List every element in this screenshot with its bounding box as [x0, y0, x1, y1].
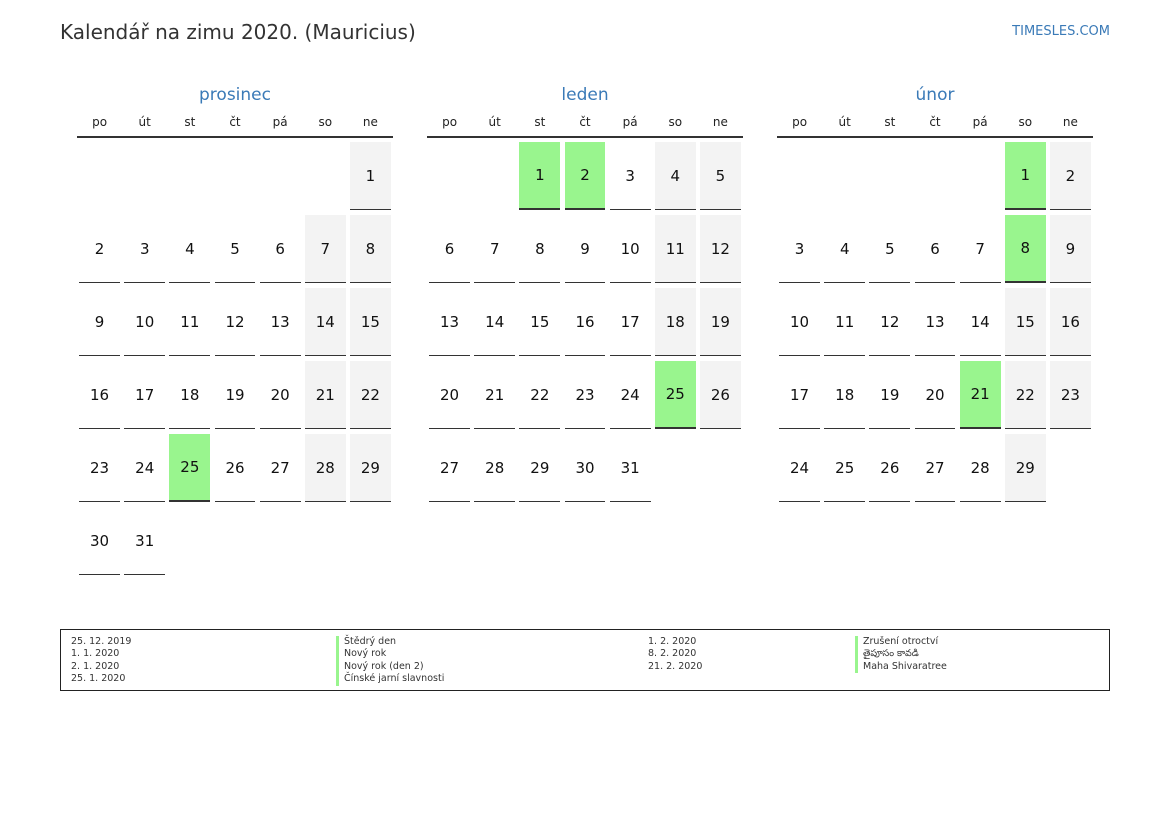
day-cell: 19: [215, 361, 256, 429]
weekday-label: čt: [929, 115, 941, 129]
day-cell: 2: [1050, 142, 1091, 210]
site-link[interactable]: TIMESLES.COM: [1012, 24, 1110, 39]
day-cell: 13: [429, 288, 470, 356]
day-cell: 6: [915, 215, 956, 283]
empty-cell: [260, 142, 301, 210]
legend-date: 2. 1. 2020: [71, 660, 120, 672]
empty-cell: [655, 434, 696, 502]
day-cell: 18: [655, 288, 696, 356]
day-cell: 23: [565, 361, 606, 429]
day-cell: 1: [350, 142, 391, 210]
month-name: únor: [915, 85, 955, 105]
week-row: [77, 503, 393, 576]
day-cell: 10: [124, 288, 165, 356]
legend-dates-left: [71, 636, 131, 686]
weekday-label: ne: [1062, 115, 1078, 129]
day-cell: 16: [1050, 288, 1091, 356]
day-cell: 25: [169, 434, 210, 502]
empty-cell: [215, 142, 256, 210]
week-row: [777, 357, 1093, 430]
month-leden: [427, 84, 743, 503]
day-cell: 21: [474, 361, 515, 429]
weekday-label: po: [92, 115, 108, 129]
empty-cell: [960, 142, 1001, 210]
day-cell: 27: [429, 434, 470, 502]
weekday-label: út: [838, 115, 851, 129]
weekday-label: čt: [579, 115, 591, 129]
day-cell: 14: [305, 288, 346, 356]
empty-cell: [350, 507, 391, 575]
empty-cell: [429, 142, 470, 210]
legend-holiday-name: Zrušení otroctví: [855, 636, 947, 648]
weekday-header: [427, 115, 743, 138]
weekday-label: ne: [712, 115, 728, 129]
week-row: [427, 211, 743, 284]
month-prosinec: [77, 84, 393, 576]
day-cell: 14: [960, 288, 1001, 356]
day-cell: 13: [915, 288, 956, 356]
legend-names-left: [344, 636, 444, 686]
day-cell: 23: [79, 434, 120, 502]
day-cell: 19: [869, 361, 910, 429]
day-cell: 11: [169, 288, 210, 356]
week-row: [777, 430, 1093, 503]
empty-cell: [700, 434, 741, 502]
day-cell: 19: [700, 288, 741, 356]
day-cell: 31: [124, 507, 165, 575]
day-cell: 5: [869, 215, 910, 283]
day-cell: 20: [260, 361, 301, 429]
day-cell: 28: [474, 434, 515, 502]
day-cell: 1: [519, 142, 560, 210]
day-cell: 21: [960, 361, 1001, 429]
empty-cell: [305, 142, 346, 210]
weekday-label: pá: [272, 115, 288, 129]
day-cell: 8: [350, 215, 391, 283]
day-cell: 18: [169, 361, 210, 429]
legend-holiday-name: Nový rok (den 2): [336, 661, 444, 673]
day-cell: 4: [169, 215, 210, 283]
day-cell: 6: [429, 215, 470, 283]
empty-cell: [779, 142, 820, 210]
empty-cell: [915, 142, 956, 210]
month-name: leden: [561, 85, 609, 105]
month-name: prosinec: [199, 85, 271, 105]
day-cell: 2: [79, 215, 120, 283]
day-cell: 5: [215, 215, 256, 283]
day-cell: 12: [869, 288, 910, 356]
day-cell: 15: [350, 288, 391, 356]
weekday-label: út: [138, 115, 151, 129]
week-row: [427, 138, 743, 211]
day-cell: 31: [610, 434, 651, 502]
day-cell: 30: [79, 507, 120, 575]
weekday-header: [77, 115, 393, 138]
week-row: [427, 430, 743, 503]
day-cell: 22: [350, 361, 391, 429]
day-cell: 7: [474, 215, 515, 283]
day-cell: 30: [565, 434, 606, 502]
weekday-label: so: [1018, 115, 1033, 129]
day-cell: 9: [79, 288, 120, 356]
day-cell: 24: [779, 434, 820, 502]
page-title: Kalendář na zimu 2020. (Mauricius): [60, 20, 416, 44]
legend-names-right: [863, 636, 947, 673]
empty-cell: [169, 142, 210, 210]
week-row: [77, 211, 393, 284]
day-cell: 18: [824, 361, 865, 429]
legend-holiday-name: Nový rok: [336, 648, 444, 660]
day-cell: 8: [1005, 215, 1046, 283]
day-cell: 27: [915, 434, 956, 502]
empty-cell: [215, 507, 256, 575]
legend-date: 1. 1. 2020: [71, 648, 120, 660]
day-cell: 15: [1005, 288, 1046, 356]
legend-date: 25. 1. 2020: [71, 673, 126, 685]
day-cell: 24: [610, 361, 651, 429]
week-row: [77, 138, 393, 211]
week-row: [77, 284, 393, 357]
legend-date: 1. 2. 2020: [648, 636, 697, 647]
week-row: [427, 357, 743, 430]
legend-dates-right: [648, 636, 702, 673]
day-cell: 11: [824, 288, 865, 356]
day-cell: 3: [124, 215, 165, 283]
day-cell: 13: [260, 288, 301, 356]
empty-cell: [474, 142, 515, 210]
day-cell: 12: [215, 288, 256, 356]
weekday-label: út: [488, 115, 501, 129]
legend-date: 21. 2. 2020: [648, 660, 703, 672]
weekday-header: [777, 115, 1093, 138]
day-cell: 17: [610, 288, 651, 356]
empty-cell: [305, 507, 346, 575]
day-cell: 15: [519, 288, 560, 356]
day-cell: 17: [124, 361, 165, 429]
day-cell: 3: [610, 142, 651, 210]
day-cell: 9: [565, 215, 606, 283]
day-cell: 3: [779, 215, 820, 283]
legend-holiday-name: Čínské jarní slavnosti: [336, 673, 444, 685]
legend-holiday-name: తైపూసం కావడి: [855, 648, 947, 660]
week-row: [77, 357, 393, 430]
holiday-legend: [60, 629, 1110, 691]
empty-cell: [169, 507, 210, 575]
day-cell: 21: [305, 361, 346, 429]
day-cell: 23: [1050, 361, 1091, 429]
empty-cell: [824, 142, 865, 210]
empty-cell: [260, 507, 301, 575]
week-row: [777, 138, 1093, 211]
day-cell: 10: [779, 288, 820, 356]
day-cell: 10: [610, 215, 651, 283]
day-cell: 8: [519, 215, 560, 283]
day-cell: 20: [915, 361, 956, 429]
day-cell: 5: [700, 142, 741, 210]
week-row: [777, 211, 1093, 284]
day-cell: 27: [260, 434, 301, 502]
day-cell: 26: [869, 434, 910, 502]
day-cell: 7: [305, 215, 346, 283]
weekday-label: pá: [622, 115, 638, 129]
day-cell: 24: [124, 434, 165, 502]
weekday-label: ne: [362, 115, 378, 129]
empty-cell: [124, 142, 165, 210]
day-cell: 26: [700, 361, 741, 429]
empty-cell: [1050, 434, 1091, 502]
weekday-label: so: [668, 115, 683, 129]
legend-date: 8. 2. 2020: [648, 648, 697, 660]
weekday-label: pá: [972, 115, 988, 129]
legend-holiday-name: Štědrý den: [336, 636, 444, 648]
day-cell: 4: [655, 142, 696, 210]
weekday-label: po: [792, 115, 808, 129]
day-cell: 2: [565, 142, 606, 210]
legend-date: 25. 12. 2019: [71, 636, 132, 647]
day-cell: 9: [1050, 215, 1091, 283]
day-cell: 6: [260, 215, 301, 283]
day-cell: 20: [429, 361, 470, 429]
weekday-label: st: [884, 115, 896, 129]
day-cell: 25: [655, 361, 696, 429]
week-row: [77, 430, 393, 503]
day-cell: 4: [824, 215, 865, 283]
day-cell: 28: [960, 434, 1001, 502]
day-cell: 26: [215, 434, 256, 502]
day-cell: 17: [779, 361, 820, 429]
empty-cell: [79, 142, 120, 210]
legend-holiday-name: Maha Shivaratree: [855, 661, 947, 673]
weekday-label: čt: [229, 115, 241, 129]
day-cell: 29: [350, 434, 391, 502]
weekday-label: st: [534, 115, 546, 129]
day-cell: 29: [1005, 434, 1046, 502]
day-cell: 22: [519, 361, 560, 429]
weekday-label: po: [442, 115, 458, 129]
day-cell: 16: [565, 288, 606, 356]
day-cell: 12: [700, 215, 741, 283]
day-cell: 25: [824, 434, 865, 502]
week-row: [777, 284, 1093, 357]
weekday-label: st: [184, 115, 196, 129]
day-cell: 16: [79, 361, 120, 429]
day-cell: 22: [1005, 361, 1046, 429]
day-cell: 28: [305, 434, 346, 502]
day-cell: 11: [655, 215, 696, 283]
month-únor: [777, 84, 1093, 503]
day-cell: 7: [960, 215, 1001, 283]
empty-cell: [869, 142, 910, 210]
day-cell: 1: [1005, 142, 1046, 210]
day-cell: 29: [519, 434, 560, 502]
week-row: [427, 284, 743, 357]
weekday-label: so: [318, 115, 333, 129]
day-cell: 14: [474, 288, 515, 356]
